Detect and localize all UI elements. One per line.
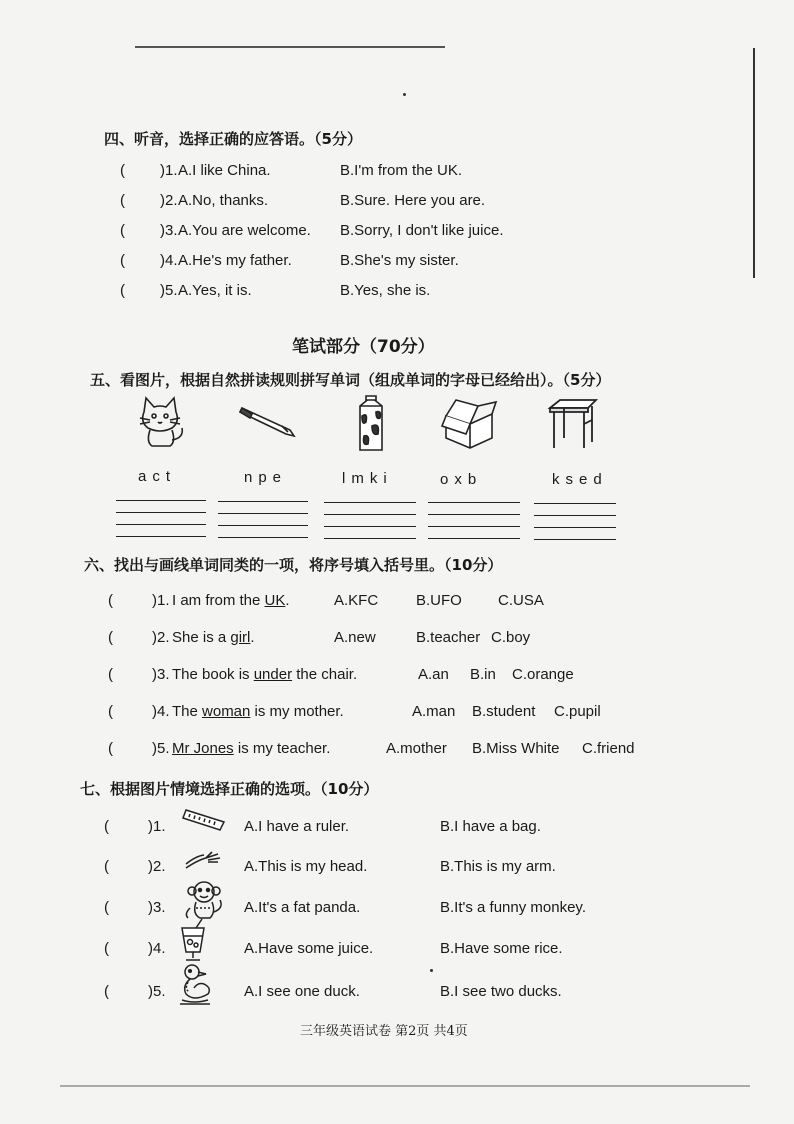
sentence: The woman is my mother.	[172, 703, 344, 720]
option-a: A.Yes, it is.	[178, 282, 252, 299]
writing-line[interactable]	[324, 526, 416, 527]
option-b: B.Sorry, I don't like juice.	[340, 222, 504, 239]
item-number: )1.	[152, 592, 170, 609]
answer-bracket[interactable]: (	[108, 592, 113, 609]
ruler-icon	[182, 806, 226, 832]
writing-line[interactable]	[116, 536, 206, 537]
item-number: )4.	[152, 703, 170, 720]
letters-2: npe	[244, 469, 288, 486]
sentence: She is a girl.	[172, 629, 255, 646]
item-number: )5.	[148, 983, 166, 1000]
writing-line[interactable]	[534, 503, 616, 504]
option-b: B.Sure. Here you are.	[340, 192, 486, 209]
item-number: )5.	[160, 282, 178, 299]
writing-line[interactable]	[534, 527, 616, 528]
underlined-word: girl	[230, 629, 251, 646]
item-number: )1.	[148, 818, 166, 835]
item-number: )4.	[148, 940, 166, 957]
speck	[403, 93, 406, 96]
option-a: A.I see one duck.	[244, 983, 360, 1000]
writing-line[interactable]	[428, 502, 520, 503]
page-footer: 三年级英语试卷 第2页 共4页	[300, 1024, 468, 1039]
page-edge-line	[753, 48, 755, 278]
writing-line[interactable]	[218, 537, 308, 538]
answer-bracket[interactable]: (	[104, 818, 109, 835]
option-a: A.mother	[386, 740, 447, 757]
option-b: B.student	[472, 703, 536, 720]
answer-bracket[interactable]: (	[108, 703, 113, 720]
underlined-word: UK	[264, 592, 286, 609]
letters-1: act	[138, 468, 177, 485]
option-a: A.He's my father.	[178, 252, 292, 269]
item-number: )2.	[160, 192, 178, 209]
option-a: A.This is my head.	[244, 858, 368, 875]
answer-bracket[interactable]: (	[108, 740, 113, 757]
answer-bracket[interactable]: (	[104, 940, 109, 957]
option-c: C.pupil	[554, 703, 601, 720]
item-number: )4.	[160, 252, 178, 269]
option-c: C.orange	[512, 666, 574, 683]
item-number: )3.	[160, 222, 178, 239]
item-number: )1.	[160, 162, 178, 179]
section-4-title: 四、听音，选择正确的应答语。（5分）	[104, 130, 362, 148]
answer-bracket[interactable]: (	[104, 899, 109, 916]
option-b: B.She's my sister.	[340, 252, 459, 269]
underlined-word: under	[253, 666, 293, 683]
option-b: B.I see two ducks.	[440, 983, 562, 1000]
writing-line[interactable]	[116, 524, 206, 525]
desk-icon	[546, 398, 598, 452]
answer-bracket[interactable]: (	[120, 192, 125, 209]
option-c: C.USA	[498, 592, 544, 609]
option-b: B.Miss White	[472, 740, 560, 757]
writing-line[interactable]	[218, 513, 308, 514]
section-5-title: 五、看图片，根据自然拼读规则拼写单词（组成单词的字母已经给出）。（5分）	[90, 371, 611, 389]
monkey-icon	[180, 878, 226, 920]
answer-bracket[interactable]: (	[108, 629, 113, 646]
top-rule	[135, 46, 445, 48]
option-a: A.I like China.	[178, 162, 271, 179]
sentence: Mr Jones is my teacher.	[172, 740, 331, 757]
writing-line[interactable]	[428, 526, 520, 527]
milk-icon	[354, 394, 388, 454]
box-icon	[440, 392, 498, 452]
option-b: B.teacher	[416, 629, 481, 646]
writing-line[interactable]	[116, 500, 206, 501]
answer-bracket[interactable]: (	[120, 252, 125, 269]
answer-bracket[interactable]: (	[120, 282, 125, 299]
option-b: B.I have a bag.	[440, 818, 541, 835]
writing-line[interactable]	[218, 501, 308, 502]
answer-bracket[interactable]: (	[120, 222, 125, 239]
option-b: B.in	[470, 666, 496, 683]
written-part-title: 笔试部分（70分）	[292, 337, 435, 357]
writing-line[interactable]	[324, 538, 416, 539]
option-a: A.I have a ruler.	[244, 818, 350, 835]
writing-line[interactable]	[428, 538, 520, 539]
option-b: B.This is my arm.	[440, 858, 556, 875]
letters-5: ksed	[552, 471, 608, 488]
speck	[430, 969, 433, 972]
answer-bracket[interactable]: (	[108, 666, 113, 683]
item-number: )2.	[152, 629, 170, 646]
option-a: A.You are welcome.	[178, 222, 311, 239]
pen-icon	[238, 404, 300, 438]
option-b: B.I'm from the UK.	[340, 162, 463, 179]
writing-line[interactable]	[428, 514, 520, 515]
item-number: )3.	[152, 666, 170, 683]
bottom-rule	[60, 1085, 750, 1087]
juice-icon	[178, 918, 208, 962]
option-a: A.No, thanks.	[178, 192, 269, 209]
option-a: A.man	[412, 703, 456, 720]
answer-bracket[interactable]: (	[104, 858, 109, 875]
option-a: A.an	[418, 666, 449, 683]
sentence: I am from the UK.	[172, 592, 290, 609]
writing-line[interactable]	[324, 514, 416, 515]
item-number: )2.	[148, 858, 166, 875]
answer-bracket[interactable]: (	[104, 983, 109, 1000]
option-a: A.KFC	[334, 592, 379, 609]
option-b: B.UFO	[416, 592, 462, 609]
option-a: A.It's a fat panda.	[244, 899, 361, 916]
item-number: )5.	[152, 740, 170, 757]
letters-3: lmki	[342, 470, 393, 487]
option-c: C.boy	[491, 629, 531, 646]
item-number: )3.	[148, 899, 166, 916]
sentence: The book is under the chair.	[172, 666, 358, 683]
option-c: C.friend	[582, 740, 635, 757]
writing-line[interactable]	[534, 515, 616, 516]
option-a: A.new	[334, 629, 376, 646]
underlined-word: Mr Jones	[172, 740, 234, 757]
option-a: A.Have some juice.	[244, 940, 374, 957]
section-6-title: 六、找出与画线单词同类的一项，将序号填入括号里。（10分）	[84, 556, 503, 574]
cat-icon	[132, 394, 190, 450]
writing-line[interactable]	[116, 512, 206, 513]
option-b: B.Have some rice.	[440, 940, 563, 957]
writing-line[interactable]	[324, 502, 416, 503]
writing-line[interactable]	[534, 539, 616, 540]
answer-bracket[interactable]: (	[120, 162, 125, 179]
duck-icon	[178, 962, 214, 1006]
option-b: B.Yes, she is.	[340, 282, 431, 299]
letters-4: oxb	[440, 471, 483, 488]
underlined-word: woman	[202, 703, 251, 720]
option-b: B.It's a funny monkey.	[440, 899, 586, 916]
section-7-title: 七、根据图片情境选择正确的选项。（10分）	[80, 780, 379, 798]
arm-icon	[184, 848, 224, 870]
writing-line[interactable]	[218, 525, 308, 526]
